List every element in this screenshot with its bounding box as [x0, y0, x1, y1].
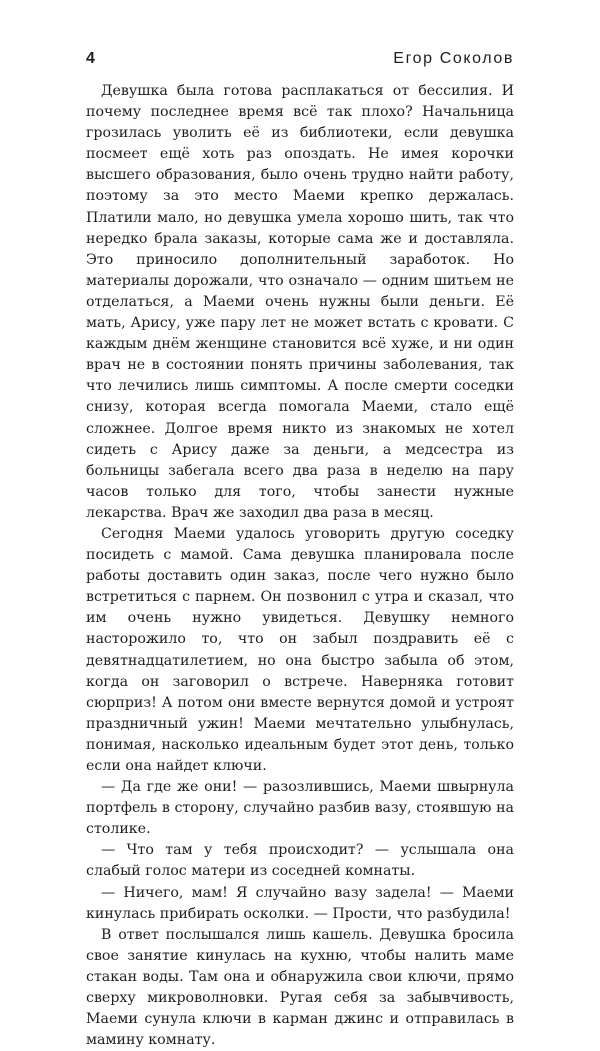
running-head-author: Егор Соколов — [393, 50, 514, 67]
paragraph: — Да где же они! — разозлившись, Маеми швырнула портфель в сторону, случайно разбив вазу, стоявшую на столике. — [86, 779, 514, 838]
paragraph: — Что там у тебя происходит? — услышала она слабый голос матери из соседней комнаты. — [86, 842, 514, 880]
page-header — [86, 50, 514, 74]
page-number: 4 — [86, 50, 96, 67]
body-text — [86, 81, 514, 1051]
paragraph: В ответ послышался лишь кашель. Девушка бросила свое занятие кинулась на кухню, чтобы налить маме стакан воды. Там она и обнаружила свои ключи, прямо сверху микроволновки. Ругая себя за забывчивость, Маеми сунула ключи в карман джинс и отправилась в мамину комнату. — [86, 926, 514, 1049]
paragraph: — Ничего, мам! Я случайно вазу задела! — Маеми кинулась прибирать осколки. — Прости, что разбудила! — [86, 884, 514, 922]
paragraph: Девушка была готова расплакаться от бессилия. И почему последнее время всё так плохо? Начальница грозилась уволить её из библиотеки, если девушка посмеет ещё хоть раз опоздать. Не имея корочки высшего образования, было очень трудно найти работу, поэтому за это место Маеми крепко держалась. Платили мало, но девушка умела хорошо шить, так что нередко брала заказы, которые сама же и доставляла. Это приносило дополнительный заработок. Но материалы дорожали, что означало — одним шитьем не отделаться, а Маеми очень нужны были деньги. Её мать, Арису, уже пару лет не может встать с кровати. С каждым днём женщине становится всё хуже, и ни один врач не в состоянии понять причины заболевания, так что лечились лишь симптомы. А после смерти соседки снизу, которая всегда помогала Маеми, стало ещё сложнее. Долгое время никто из знакомых не хотел сидеть с Арису даже за деньги, а медсестра из больницы забегала всего два раза в неделю на пару часов только для того, чтобы занести нужные лекарства. Врач же заходил два раза в месяц. — [86, 83, 514, 521]
paragraph: Сегодня Маеми удалось уговорить другую соседку посидеть с мамой. Сама девушка планировала после работы доставить один заказ, после чего нужно было встретиться с парнем. Он позвонил с утра и сказал, что им очень нужно увидеться. Девушку немного насторожило то, что он забыл поздравить её с девятнадцатилетием, но она быстро забыла об этом, когда он заговорил о встрече. Наверняка готовит сюрприз! А потом они вместе вернутся домой и устроят праздничный ужин! Маеми мечтательно улыбнулась, понимая, насколько идеальным будет этот день, только если она найдет ключи. — [86, 525, 514, 774]
